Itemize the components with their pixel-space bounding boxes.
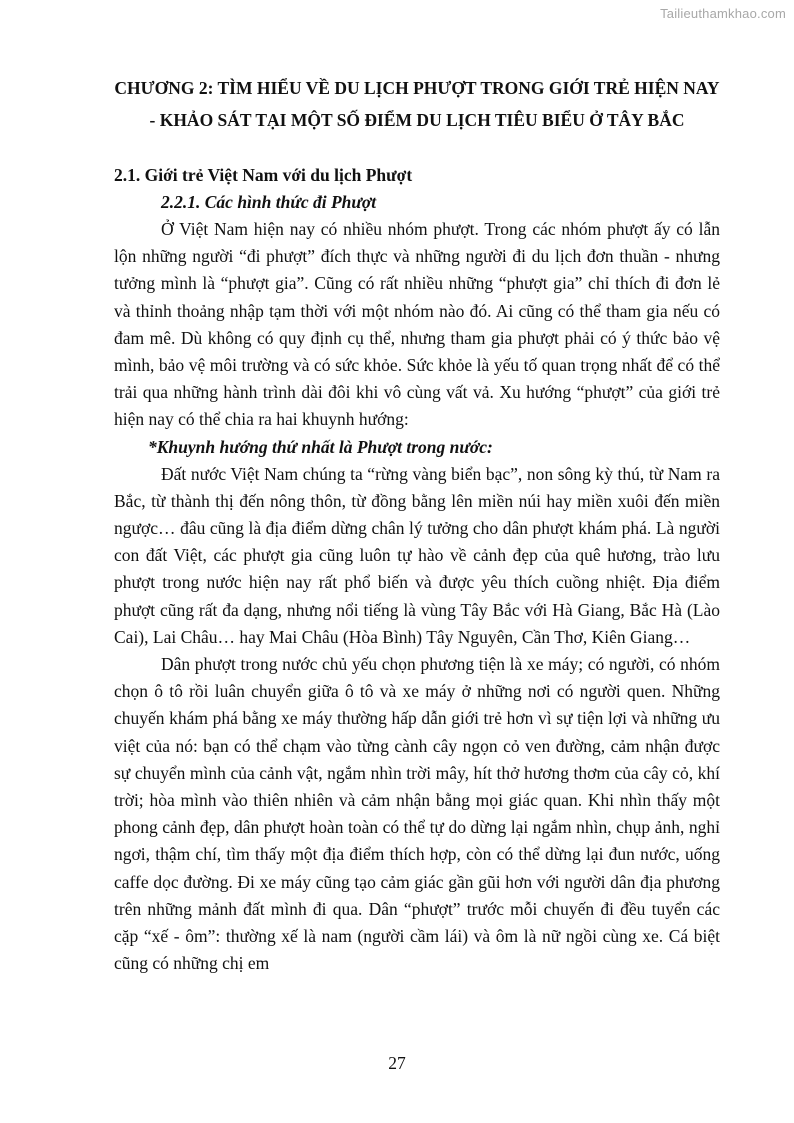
paragraph-motorbike: Dân phượt trong nước chủ yếu chọn phương tiện là xe máy; có người, có nhóm chọn ô tô rồi luân chuyển giữa ô tô và xe máy ở những nơi có người quen. Những chuyến khám phá bằng xe máy thường hấp dẫn giới trẻ hơn vì sự tiện lợi và những ưu việt của nó: bạn có thể chạm vào từng cành cây ngọn cỏ ven đường, cảm nhận được sự chuyển mình của cảnh vật, ngắm nhìn trời mây, hít thở hương thơm của cây cỏ, khí trời; hòa mình vào thiên nhiên và cảm nhận bằng mọi giác quan. Khi nhìn thấy một phong cảnh đẹp, dân phượt hoàn toàn có thể tự do dừng lại ngắm nhìn, chụp ảnh, nghỉ ngơi, thậm chí, tìm thấy một địa điểm thích hợp, còn có thể dừng lại đun nước, uống caffe dọc đường. Đi xe máy cũng tạo cảm giác gần gũi hơn với người dân địa phương trên những mảnh đất mình đi qua. Dân “phượt” trước mỗi chuyến đi đều tuyển các cặp “xế - ôm”: thường xế là nam (người cầm lái) và ôm là nữ ngồi cùng xe. Cá biệt cũng có những chị em	[114, 654, 720, 974]
page-content	[114, 72, 720, 977]
subsection-heading: 2.2.1. Các hình thức đi Phượt	[161, 192, 377, 212]
chapter-title: CHƯƠNG 2: TÌM HIỂU VỀ DU LỊCH PHƯỢT TRONG GIỚI TRẺ HIỆN NAY - KHẢO SÁT TẠI MỘT SỐ ĐIỂM DU LỊCH TIÊU BIỂU Ở TÂY BẮC	[114, 78, 720, 130]
trend-heading: *Khuynh hướng thứ nhất là Phượt trong nước:	[148, 436, 493, 457]
page-number: 27	[388, 1053, 406, 1073]
paragraph-domestic: Đất nước Việt Nam chúng ta “rừng vàng biển bạc”, non sông kỳ thú, từ Nam ra Bắc, từ thành thị đến nông thôn, từ đồng bằng lên miền núi hay miền xuôi đến miền ngược… đâu cũng là địa điểm dừng chân lý tưởng cho dân phượt khám phá. Là người con đất Việt, các phượt gia cũng luôn tự hào về cảnh đẹp của quê hương, trào lưu phượt trong nước hiện nay rất phổ biến và được yêu thích cuồng nhiệt. Địa điểm phượt cũng rất đa dạng, nhưng nổi tiếng là vùng Tây Bắc với Hà Giang, Bắc Hà (Lào Cai), Lai Châu… hay Mai Châu (Hòa Bình) Tây Nguyên, Cần Thơ, Kiên Giang…	[114, 463, 720, 647]
section-heading: 2.1. Giới trẻ Việt Nam với du lịch Phượt	[114, 165, 413, 185]
watermark: Tailieuthamkhao.com	[660, 6, 786, 21]
paragraph-intro: Ở Việt Nam hiện nay có nhiều nhóm phượt. Trong các nhóm phượt ấy có lẫn lộn những người “đi phượt” đích thực và những người đi du lịch đơn thuần - nhưng tưởng mình là “phượt gia”. Cũng có rất nhiều những “phượt gia” chỉ thích đi đơn lẻ và thỉnh thoảng nhập tạm thời với một nhóm nào đó. Ai cũng có thể tham gia nếu có đam mê. Dù không có quy định cụ thể, nhưng tham gia phượt phải có ý thức bảo vệ mình, bảo vệ môi trường và có sức khỏe. Sức khỏe là yếu tố quan trọng nhất để có thể trải qua những hành trình dài đôi khi vô cùng vất vả. Xu hướng “phượt” của giới trẻ hiện nay có thể chia ra hai khuynh hướng:	[114, 219, 720, 430]
